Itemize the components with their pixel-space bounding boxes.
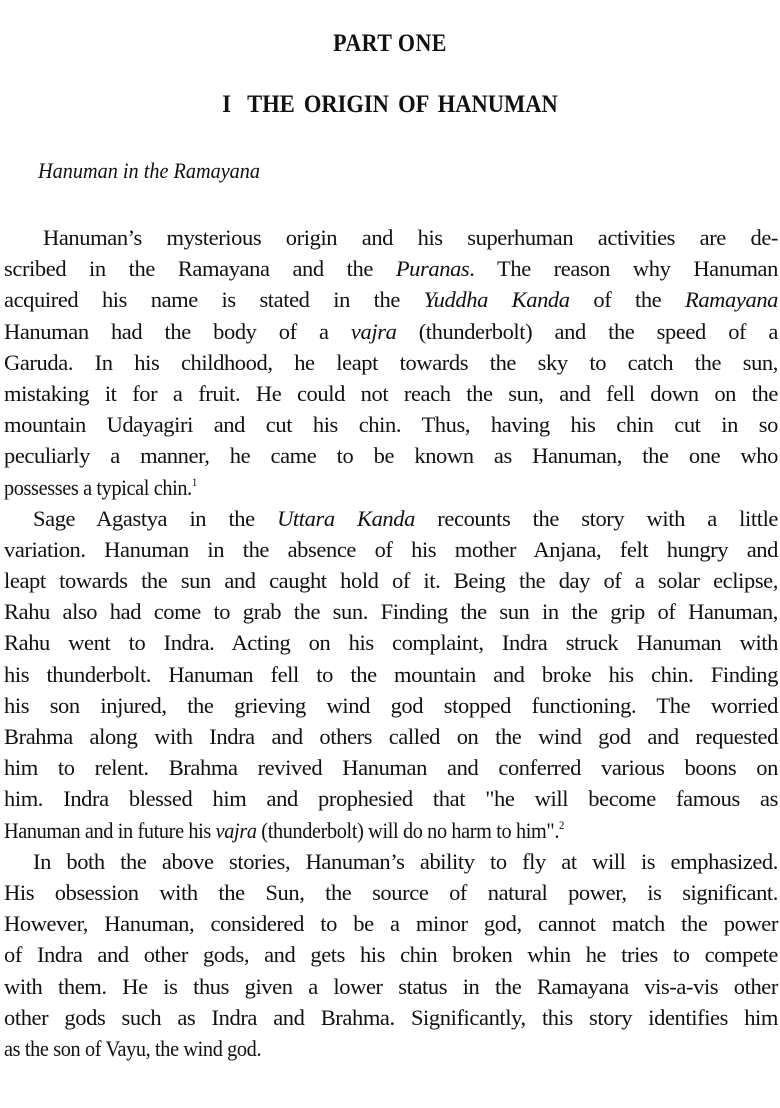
- text-line: mountain Udayagiri and cut his chin. Thus, having his chin cut in so: [4, 412, 778, 438]
- paragraph-1: [4, 222, 778, 503]
- text-line: of Indra and other gods, and gets his chin broken whin he tries to compete: [4, 942, 778, 968]
- text-line: Hanuman’s mysterious origin and his superhuman activities are de-: [43, 225, 778, 250]
- section-heading: Hanuman in the Ramayana: [38, 158, 261, 183]
- text-line: his thunderbolt. Hanuman fell to the mountain and broke his chin. Finding: [4, 661, 778, 687]
- text-line: Garuda. In his childhood, he leapt towards the sky to catch the sun,: [4, 349, 778, 375]
- text-line: variation. Hanuman in the absence of his mother Anjana, felt hungry and: [4, 536, 778, 562]
- italic-term: Uttara Kanda: [277, 505, 415, 531]
- italic-term: Yuddha Kanda: [423, 287, 570, 313]
- paragraph-2: [4, 503, 778, 846]
- text-line: However, Hanuman, considered to be a minor god, cannot match the power: [4, 911, 778, 937]
- chapter-title-text: THE ORIGIN OF HANUMAN: [247, 91, 558, 118]
- text-line: Sage Agastya in the Uttara Kanda recounts the story with a little: [33, 505, 779, 531]
- italic-term: vajra: [215, 817, 257, 843]
- text-line: him. Indra blessed him and prophesied that "he will become famous as: [4, 786, 778, 812]
- footnote-ref-2[interactable]: 2: [559, 817, 565, 832]
- text-line: his son injured, the grieving wind god stopped functioning. The worried: [4, 692, 778, 718]
- text-line: him to relent. Brahma revived Hanuman and conferred various boons on: [4, 755, 778, 781]
- text-line: leapt towards the sun and caught hold of it. Being the day of a solar eclipse,: [4, 568, 778, 594]
- chapter-title: [39, 91, 741, 119]
- text-line: His obsession with the Sun, the source of natural power, is significant.: [4, 879, 778, 905]
- text-line: In both the above stories, Hanuman’s ability to fly at will is emphasized.: [33, 848, 778, 874]
- text-line: other gods such as Indra and Brahma. Significantly, this story identifies him: [4, 1004, 778, 1030]
- text-line: scribed in the Ramayana and the Puranas. The reason why Hanuman: [4, 256, 778, 282]
- part-title: PART ONE: [333, 30, 447, 57]
- text-line: possesses a typical chin.$^1$: [4, 474, 197, 500]
- text-line: acquired his name is stated in the Yuddha Kanda of the Ramayana: [4, 287, 779, 313]
- italic-term: Ramayana: [684, 287, 779, 313]
- chapter-number: I: [222, 91, 231, 118]
- body-text: [4, 222, 778, 1064]
- text-line: peculiarly a manner, he came to be known as Hanuman, the one who: [4, 443, 778, 469]
- text-line: Hanuman and in future his vajra (thunderbolt) will do no harm to him".$^2$: [4, 817, 565, 843]
- text-line: Brahma along with Indra and others called on the wind god and requested: [4, 724, 778, 749]
- italic-term: vajra: [350, 318, 397, 344]
- text-line: Rahu also had come to grab the sun. Finding the sun in the grip of Hanuman,: [4, 599, 778, 625]
- italic-term: Puranas: [395, 256, 470, 282]
- text-line: as the son of Vayu, the wind god.: [4, 1035, 262, 1061]
- text-line: Rahu went to Indra. Acting on his complaint, Indra struck Hanuman with: [4, 630, 778, 656]
- paragraph-3: [4, 846, 778, 1064]
- footnote-ref-1[interactable]: 1: [191, 474, 197, 489]
- text-line: Hanuman had the body of a vajra (thunderbolt) and the speed of a: [4, 318, 779, 344]
- text-line: mistaking it for a fruit. He could not reach the sun, and fell down on the: [4, 380, 778, 406]
- text-line: with them. He is thus given a lower status in the Ramayana vis-a-vis other: [4, 973, 778, 999]
